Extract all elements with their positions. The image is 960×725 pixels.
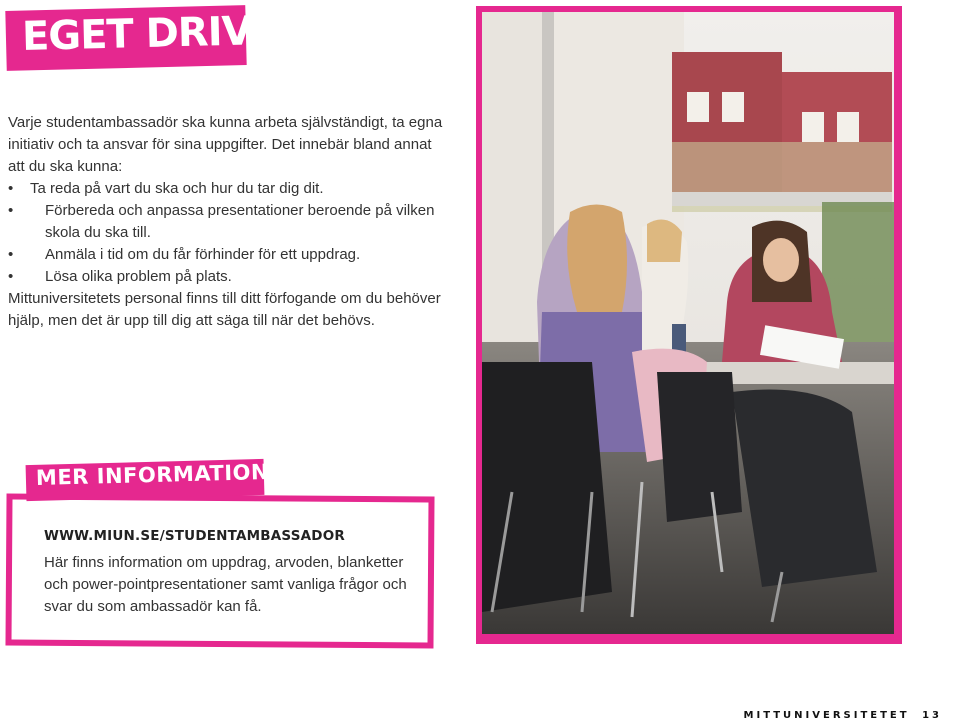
list-item: • Förbereda och anpassa presentationer beroende på vilken skola du ska till.: [8, 200, 448, 244]
list-item: • Lösa olika problem på plats.: [8, 266, 448, 288]
info-url-link[interactable]: WWW.MIUN.SE/STUDENTAMBASSADOR: [44, 528, 345, 544]
page-footer: [744, 710, 942, 721]
intro-paragraph: Varje studentambassadör ska kunna arbeta självständigt, ta egna initiativ och ta ansvar för sina uppgifter. Det innebär bland annat att du ska kunna:: [8, 114, 443, 175]
list-item: • Ta reda på vart du ska och hur du tar dig dit.: [8, 178, 448, 200]
info-title: MER INFORMATION:: [35, 459, 279, 490]
closing-paragraph: Mittuniversitetets personal finns till ditt förfogande om du behöver hjälp, men det är upp till dig att säga till när det behövs.: [8, 290, 441, 329]
brand-name: MITTUNIVERSITETET: [743, 710, 910, 721]
page-title: EGET DRIV: [21, 8, 253, 60]
body-text: [8, 112, 448, 332]
page-number: 13: [922, 710, 942, 721]
students-photo-illustration: [482, 12, 894, 634]
info-description: Här finns information om uppdrag, arvoden, blanketter och power-pointpresentationer samt vanliga frågor och svar du som ambassadör kan få.: [44, 554, 407, 615]
students-photo: [482, 12, 894, 634]
list-item: • Anmäla i tid om du får förhinder för ett uppdrag.: [8, 244, 448, 266]
task-list: [8, 178, 448, 288]
